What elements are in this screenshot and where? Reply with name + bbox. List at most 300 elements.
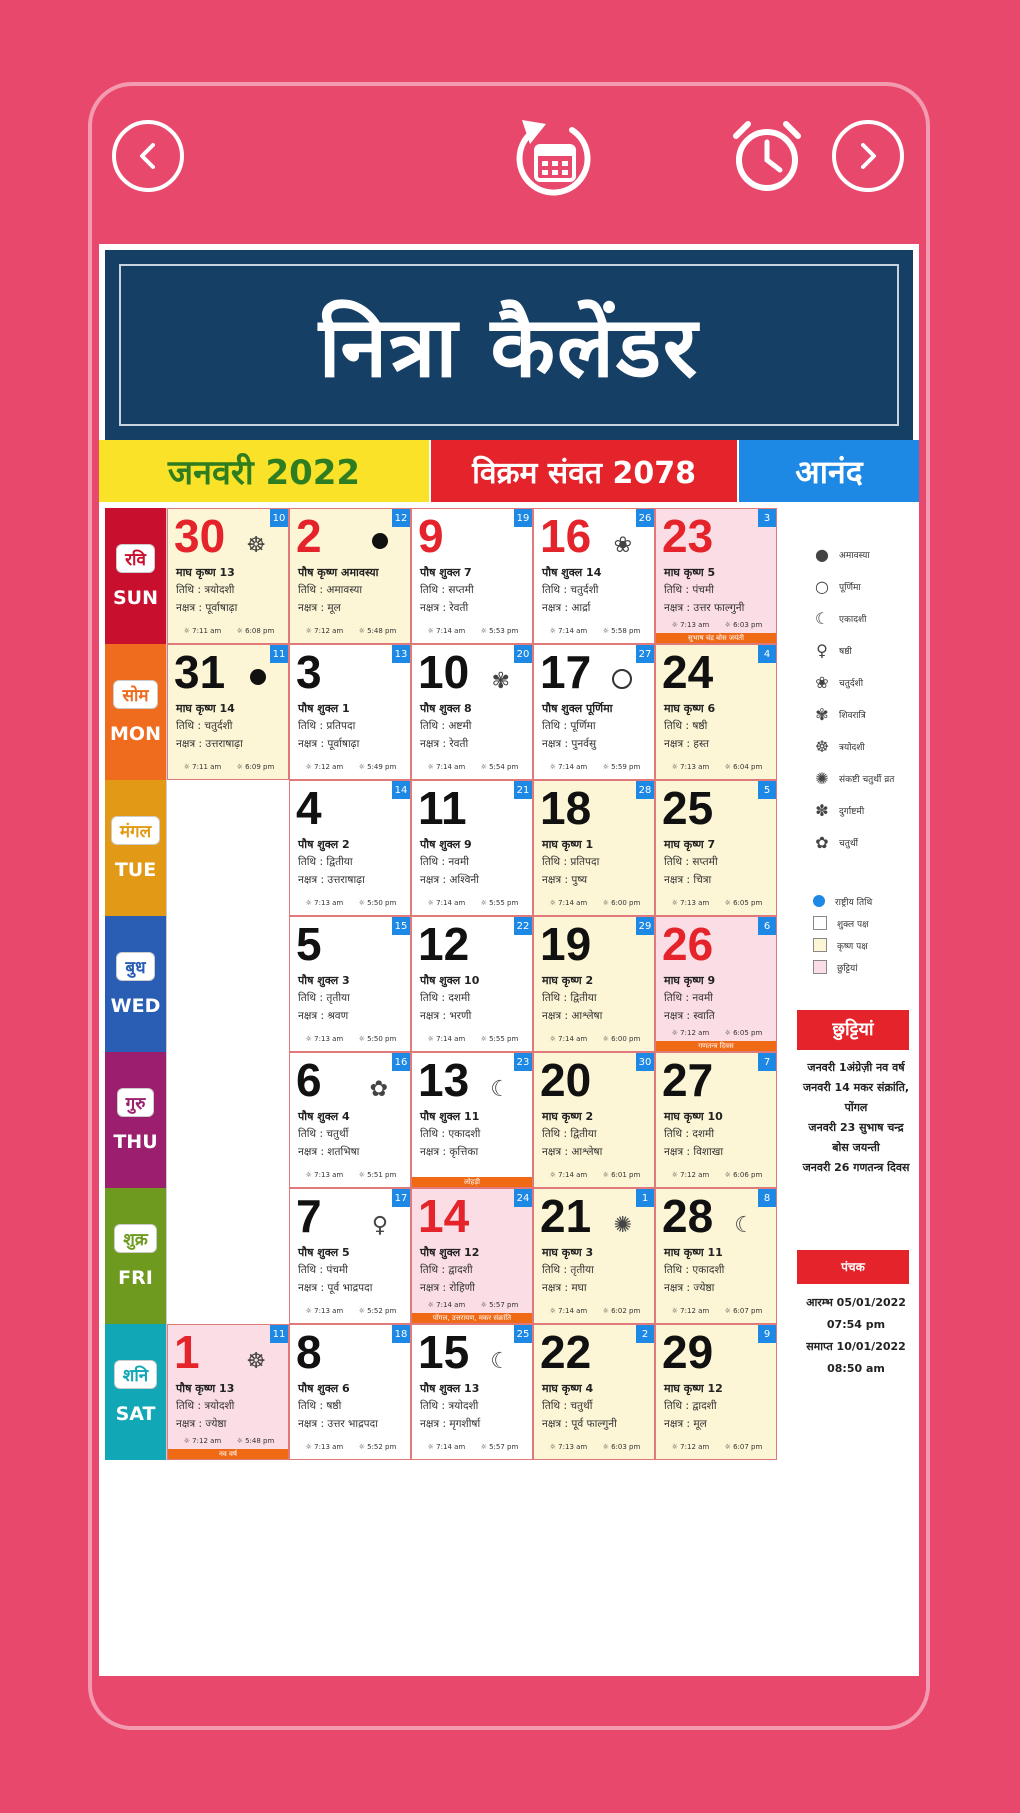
tithi-label: तिथि : नवमी <box>664 992 714 1004</box>
hindu-month-label: पौष शुक्ल 8 <box>420 702 472 715</box>
sunrise-sunset <box>420 1443 526 1451</box>
date-cell[interactable] <box>289 644 411 780</box>
date-cell[interactable] <box>655 780 777 916</box>
weekday-hindi-label: बुध <box>116 952 154 981</box>
date-number: 7 <box>296 1190 322 1242</box>
date-cell[interactable] <box>655 1188 777 1324</box>
sunset-time: ☼ 6:08 pm <box>236 627 275 635</box>
sunrise-sunset <box>542 1171 648 1179</box>
tithi-label: तिथि : प्रतिपदा <box>542 856 600 868</box>
sunset-time: ☼ 6:00 pm <box>602 1035 641 1043</box>
tithi-label: तिथि : चतुर्दशी <box>176 720 233 732</box>
date-cell[interactable] <box>289 780 411 916</box>
holiday-line: पोंगल <box>844 1101 868 1114</box>
sunrise-sunset <box>420 1035 526 1043</box>
date-number: 6 <box>296 1054 322 1106</box>
legend-symbol-icon: ✽ <box>815 800 829 820</box>
nakshatra-label: नक्षत्र : मघा <box>542 1282 587 1294</box>
chevron-left-icon <box>131 139 165 173</box>
tithi-label: तिथि : नवमी <box>420 856 470 868</box>
date-number: 20 <box>540 1054 592 1106</box>
new-moon-icon <box>372 533 388 549</box>
holidays-list <box>793 1058 919 1178</box>
legend-symbol-icon: ☸ <box>814 736 830 756</box>
national-date-badge: 15 <box>392 917 410 935</box>
weekday-hindi-label: शुक्र <box>114 1224 157 1253</box>
date-cell[interactable] <box>533 780 655 916</box>
date-number: 18 <box>540 782 592 834</box>
hindu-month-label: माघ कृष्ण 7 <box>664 838 716 851</box>
date-cell[interactable] <box>411 780 533 916</box>
chevron-right-icon <box>851 139 885 173</box>
hindu-month-label: पौष शुक्ल 9 <box>420 838 472 851</box>
sunrise-time: ☼ 7:12 am <box>671 1171 710 1179</box>
sunset-time: ☼ 6:04 pm <box>724 763 763 771</box>
nakshatra-label: नक्षत्र : उत्तराषाढ़ा <box>298 874 365 886</box>
legend-label: कृष्ण पक्ष <box>837 941 868 952</box>
national-date-badge: 24 <box>514 1189 532 1207</box>
date-cell[interactable] <box>167 508 289 644</box>
date-cell[interactable] <box>411 644 533 780</box>
date-cell[interactable] <box>289 916 411 1052</box>
date-cell[interactable] <box>289 1324 411 1460</box>
symbol-legend <box>793 508 919 858</box>
date-number: 21 <box>540 1190 592 1242</box>
sunset-time: ☼ 5:58 pm <box>602 627 641 635</box>
sunrise-time: ☼ 7:14 am <box>427 899 466 907</box>
legend-symbol-icon: ● <box>815 544 829 564</box>
festival-label: पोंगल, उत्तरायण, मकर संक्रांति <box>412 1313 532 1323</box>
sunset-time: ☼ 6:01 pm <box>602 1171 641 1179</box>
sunrise-sunset <box>298 1171 404 1179</box>
sunset-time: ☼ 6:07 pm <box>724 1307 763 1315</box>
national-date-badge: 13 <box>392 645 410 663</box>
sunset-time: ☼ 6:07 pm <box>724 1443 763 1451</box>
nakshatra-label: नक्षत्र : श्रवण <box>298 1010 349 1022</box>
legend-item <box>793 730 919 762</box>
panchak-title: पंचक <box>797 1250 909 1284</box>
national-date-badge: 3 <box>758 509 776 527</box>
nakshatra-label: नक्षत्र : मृगशीर्षा <box>420 1418 481 1430</box>
date-number: 2 <box>296 510 322 562</box>
deity-icon: ✺ <box>613 1213 632 1238</box>
color-legend <box>793 890 919 978</box>
hindu-month-label: माघ कृष्ण 3 <box>542 1246 594 1259</box>
sunrise-sunset <box>664 1307 770 1315</box>
sunrise-time: ☼ 7:12 am <box>305 763 344 771</box>
legend-item <box>793 602 919 634</box>
weekday-sun <box>105 508 167 644</box>
sunrise-time: ☼ 7:12 am <box>671 1443 710 1451</box>
tithi-label: तिथि : द्वादशी <box>664 1400 717 1412</box>
sunrise-sunset <box>298 1307 404 1315</box>
next-month-button[interactable] <box>832 120 904 192</box>
date-number: 9 <box>418 510 444 562</box>
national-date-badge: 16 <box>392 1053 410 1071</box>
national-date-badge: 27 <box>636 645 654 663</box>
legend-symbol-icon: ❀ <box>815 672 829 692</box>
date-cell[interactable] <box>289 1188 411 1324</box>
sunset-time: ☼ 5:48 pm <box>236 1437 275 1445</box>
date-cell[interactable] <box>655 508 777 644</box>
holidays-title: छुट्टियां <box>797 1010 909 1050</box>
sunrise-time: ☼ 7:12 am <box>183 1437 222 1445</box>
sunrise-time: ☼ 7:13 am <box>549 1443 588 1451</box>
year-name-ribbon: आनंद <box>739 440 919 502</box>
national-date-badge: 23 <box>514 1053 532 1071</box>
sunrise-sunset <box>298 627 404 635</box>
tithi-label: तिथि : सप्तमी <box>664 856 718 868</box>
tithi-label: तिथि : पूर्णिमा <box>542 720 596 732</box>
tithi-label: तिथि : षष्ठी <box>664 720 708 732</box>
sunset-time: ☼ 5:54 pm <box>480 763 519 771</box>
sunrise-sunset <box>542 763 648 771</box>
sunrise-time: ☼ 7:14 am <box>427 763 466 771</box>
sunrise-time: ☼ 7:13 am <box>305 1307 344 1315</box>
tithi-label: तिथि : पंचमी <box>298 1264 348 1276</box>
legend-item <box>793 538 919 570</box>
date-number: 22 <box>540 1326 592 1378</box>
weekday-fri <box>105 1188 167 1324</box>
national-date-badge: 5 <box>758 781 776 799</box>
hindu-month-label: पौष शुक्ल 2 <box>298 838 350 851</box>
date-number: 17 <box>540 646 592 698</box>
calendar-grid <box>105 508 789 1468</box>
deity-icon: ♀ <box>371 1213 388 1238</box>
sunrise-sunset <box>542 1443 648 1451</box>
nakshatra-label: नक्षत्र : उत्तर फाल्गुनी <box>664 602 745 614</box>
date-cell[interactable] <box>289 1052 411 1188</box>
date-cell[interactable] <box>655 1052 777 1188</box>
deity-icon: ☾ <box>490 1077 510 1102</box>
hindu-month-label: माघ कृष्ण 11 <box>664 1246 723 1259</box>
nakshatra-label: नक्षत्र : कृत्तिका <box>420 1146 479 1158</box>
sunrise-sunset <box>664 899 770 907</box>
date-cell[interactable] <box>411 1324 533 1460</box>
legend-label: षष्ठी <box>839 646 852 657</box>
tithi-label: तिथि : तृतीया <box>542 1264 594 1276</box>
legend-label: राष्ट्रीय तिथि <box>835 897 873 908</box>
date-number: 31 <box>174 646 226 698</box>
legend-label: अमावस्या <box>839 550 870 561</box>
samvat-ribbon: विक्रम संवत 2078 <box>431 440 737 502</box>
sunset-time: ☼ 5:48 pm <box>358 627 397 635</box>
national-date-badge: 14 <box>392 781 410 799</box>
color-swatch <box>813 916 827 930</box>
weekday-thu <box>105 1052 167 1188</box>
new-moon-icon <box>250 669 266 685</box>
legend-label: एकादशी <box>839 614 867 625</box>
date-number: 5 <box>296 918 322 970</box>
national-date-badge: 25 <box>514 1325 532 1343</box>
weekday-hindi-label: मंगल <box>111 816 160 845</box>
hindu-month-label: पौष शुक्ल 10 <box>420 974 480 987</box>
sunrise-sunset <box>298 763 404 771</box>
date-cell[interactable] <box>533 508 655 644</box>
nakshatra-label: नक्षत्र : भरणी <box>420 1010 472 1022</box>
date-cell[interactable] <box>289 508 411 644</box>
national-date-badge: 30 <box>636 1053 654 1071</box>
sunrise-time: ☼ 7:13 am <box>671 763 710 771</box>
national-date-badge: 8 <box>758 1189 776 1207</box>
sunset-time: ☼ 6:03 pm <box>724 621 763 629</box>
hindu-month-label: पौष शुक्ल 6 <box>298 1382 350 1395</box>
nakshatra-label: नक्षत्र : पूर्व फाल्गुनी <box>542 1418 617 1430</box>
sunset-time: ☼ 5:57 pm <box>480 1301 519 1309</box>
deity-icon: ☸ <box>246 1349 266 1374</box>
national-date-badge: 19 <box>514 509 532 527</box>
hindu-month-label: माघ कृष्ण 1 <box>542 838 594 851</box>
tithi-label: तिथि : एकादशी <box>420 1128 481 1140</box>
alarm-button[interactable] <box>730 118 804 194</box>
sunrise-time: ☼ 7:14 am <box>549 1035 588 1043</box>
panchak-line: 07:54 pm <box>826 1318 886 1331</box>
festival-label: नव वर्ष <box>168 1449 288 1459</box>
date-number: 12 <box>418 918 470 970</box>
weekday-tue <box>105 780 167 916</box>
tithi-label: तिथि : अष्टमी <box>420 720 472 732</box>
sunrise-time: ☼ 7:14 am <box>427 1035 466 1043</box>
date-number: 26 <box>662 918 714 970</box>
hindu-month-label: पौष कृष्ण 13 <box>176 1382 235 1395</box>
nakshatra-label: नक्षत्र : पूर्व भाद्रपदा <box>298 1282 373 1294</box>
legend-symbol-icon: ✿ <box>815 832 829 852</box>
sunrise-time: ☼ 7:13 am <box>305 899 344 907</box>
sunrise-time: ☼ 7:13 am <box>671 621 710 629</box>
sunset-time: ☼ 6:09 pm <box>236 763 275 771</box>
sunrise-sunset <box>420 763 526 771</box>
tithi-label: तिथि : सप्तमी <box>420 584 474 596</box>
sunset-time: ☼ 5:57 pm <box>480 1443 519 1451</box>
sunrise-sunset <box>298 1035 404 1043</box>
deity-icon: ☸ <box>246 533 266 558</box>
date-number: 15 <box>418 1326 470 1378</box>
legend-label: त्रयोदशी <box>839 742 865 753</box>
hindu-month-label: माघ कृष्ण 9 <box>664 974 716 987</box>
sunrise-time: ☼ 7:11 am <box>183 627 222 635</box>
date-number: 14 <box>418 1190 470 1242</box>
weekday-hindi-label: सोम <box>113 680 157 709</box>
legend-symbol-icon: ♀ <box>816 640 828 660</box>
date-cell[interactable] <box>533 1324 655 1460</box>
nakshatra-label: नक्षत्र : आर्द्रा <box>542 602 591 614</box>
date-cell[interactable] <box>533 1052 655 1188</box>
hindu-month-label: माघ कृष्ण 6 <box>664 702 716 715</box>
panchak-list <box>793 1292 919 1380</box>
legend-item <box>793 890 919 912</box>
nakshatra-label: नक्षत्र : आश्लेषा <box>542 1010 603 1022</box>
tithi-label: तिथि : प्रतिपदा <box>298 720 356 732</box>
date-number: 25 <box>662 782 714 834</box>
calendar-banner <box>105 250 913 440</box>
tithi-label: तिथि : द्वितीया <box>298 856 353 868</box>
date-cell[interactable] <box>411 1052 533 1188</box>
national-date-dot-icon <box>813 895 825 907</box>
date-cell[interactable] <box>533 1188 655 1324</box>
date-number: 23 <box>662 510 714 562</box>
national-date-badge: 20 <box>514 645 532 663</box>
tithi-label: तिथि : षष्ठी <box>298 1400 342 1412</box>
festival-label: सुभाष चंद्र बोस जयंती <box>656 633 776 643</box>
tithi-label: तिथि : दशमी <box>664 1128 715 1140</box>
legend-label: चतुर्थी <box>839 838 858 849</box>
tithi-label: तिथि : पंचमी <box>664 584 714 596</box>
previous-month-button[interactable] <box>112 120 184 192</box>
hindu-month-label: पौष शुक्ल 1 <box>298 702 350 715</box>
sunrise-sunset <box>420 627 526 635</box>
banner-title: नित्रा कैलेंडर <box>318 298 700 396</box>
sunset-time: ☼ 5:59 pm <box>602 763 641 771</box>
tithi-label: तिथि : द्वादशी <box>420 1264 473 1276</box>
nakshatra-label: नक्षत्र : रोहिणी <box>420 1282 475 1294</box>
deity-icon: ✾ <box>491 669 510 694</box>
color-swatch <box>813 938 827 952</box>
date-cell[interactable] <box>411 916 533 1052</box>
nakshatra-label: नक्षत्र : आश्लेषा <box>542 1146 603 1158</box>
deity-icon: ❀ <box>613 533 632 558</box>
date-cell[interactable] <box>167 1324 289 1460</box>
nakshatra-label: नक्षत्र : मूल <box>298 602 341 614</box>
weekday-sat <box>105 1324 167 1460</box>
hindu-month-label: माघ कृष्ण 12 <box>664 1382 723 1395</box>
hindu-month-label: माघ कृष्ण 5 <box>664 566 716 579</box>
tithi-label: तिथि : चतुर्दशी <box>542 584 599 596</box>
national-date-badge: 22 <box>514 917 532 935</box>
sunset-time: ☼ 6:02 pm <box>602 1307 641 1315</box>
hindu-month-label: पौष शुक्ल 13 <box>420 1382 480 1395</box>
hindu-month-label: माघ कृष्ण 13 <box>176 566 235 579</box>
date-number: 19 <box>540 918 592 970</box>
sunrise-time: ☼ 7:13 am <box>305 1171 344 1179</box>
national-date-badge: 10 <box>270 509 288 527</box>
date-number: 8 <box>296 1326 322 1378</box>
sunset-time: ☼ 6:00 pm <box>602 899 641 907</box>
weekday-english-label: SUN <box>112 586 158 609</box>
sunset-time: ☼ 6:05 pm <box>724 1029 763 1037</box>
weekday-hindi-label: रवि <box>116 544 155 573</box>
legend-item <box>793 956 919 978</box>
holiday-line: जनवरी 14 मकर संक्रांति, <box>802 1081 910 1094</box>
sunset-time: ☼ 6:06 pm <box>724 1171 763 1179</box>
legend-label: शुक्ल पक्ष <box>837 919 869 930</box>
sunset-time: ☼ 5:50 pm <box>358 1035 397 1043</box>
nakshatra-label: नक्षत्र : अश्विनी <box>420 874 479 886</box>
sunrise-time: ☼ 7:14 am <box>549 899 588 907</box>
bottom-bar <box>92 1676 926 1726</box>
hindu-month-label: पौष शुक्ल 12 <box>420 1246 480 1259</box>
month-ribbon: जनवरी 2022 <box>99 440 429 502</box>
date-number: 13 <box>418 1054 470 1106</box>
festival-label: गणतन्त्र दिवस <box>656 1041 776 1051</box>
holiday-line: जनवरी 26 गणतन्त्र दिवस <box>802 1161 910 1174</box>
panchak-line: आरम्भ 05/01/2022 <box>806 1296 906 1309</box>
nakshatra-label: नक्षत्र : उत्तराषाढ़ा <box>176 738 243 750</box>
holiday-line: बोस जयन्ती <box>832 1141 880 1154</box>
date-cell[interactable] <box>411 508 533 644</box>
legend-item <box>793 826 919 858</box>
sunrise-time: ☼ 7:14 am <box>427 1301 466 1309</box>
sunset-time: ☼ 5:55 pm <box>480 1035 519 1043</box>
legend-label: संकष्टी चतुर्थी व्रत <box>839 774 895 785</box>
date-number: 28 <box>662 1190 714 1242</box>
sunrise-sunset <box>664 1171 770 1179</box>
nakshatra-label: नक्षत्र : रेवती <box>420 738 469 750</box>
date-number: 10 <box>418 646 470 698</box>
panchak-line: 08:50 am <box>827 1362 885 1375</box>
national-date-badge: 1 <box>636 1189 654 1207</box>
tithi-label: तिथि : द्वितीया <box>542 1128 597 1140</box>
date-cell[interactable] <box>655 916 777 1052</box>
hindu-month-label: माघ कृष्ण 2 <box>542 974 594 987</box>
today-calendar-button[interactable] <box>512 112 598 208</box>
deity-icon: ☾ <box>734 1213 754 1238</box>
date-cell[interactable] <box>411 1188 533 1324</box>
date-cell[interactable] <box>655 1324 777 1460</box>
legend-symbol-icon: ☾ <box>814 608 830 628</box>
sunrise-time: ☼ 7:12 am <box>305 627 344 635</box>
nakshatra-label: नक्षत्र : ज्येष्ठा <box>664 1282 715 1294</box>
color-swatch <box>813 960 827 974</box>
legend-item <box>793 698 919 730</box>
date-cell[interactable] <box>167 644 289 780</box>
date-number: 11 <box>418 782 467 834</box>
legend-item <box>793 912 919 934</box>
national-date-badge: 17 <box>392 1189 410 1207</box>
date-cell[interactable] <box>533 644 655 780</box>
legend-item <box>793 634 919 666</box>
holiday-line: जनवरी 23 सुभाष चन्द्र <box>808 1121 904 1134</box>
sunrise-time: ☼ 7:14 am <box>549 763 588 771</box>
date-cell[interactable] <box>655 644 777 780</box>
legend-label: शिवरात्रि <box>839 710 866 721</box>
sunrise-sunset <box>176 1437 282 1445</box>
hindu-month-label: पौष शुक्ल 3 <box>298 974 350 987</box>
sunrise-time: ☼ 7:14 am <box>549 1307 588 1315</box>
legend-label: दुर्गाष्टमी <box>839 806 865 817</box>
hindu-month-label: पौष शुक्ल 7 <box>420 566 472 579</box>
date-number: 30 <box>174 510 226 562</box>
calendar-refresh-icon <box>512 112 598 208</box>
national-date-badge: 7 <box>758 1053 776 1071</box>
sunset-time: ☼ 6:05 pm <box>724 899 763 907</box>
nakshatra-label: नक्षत्र : मूल <box>664 1418 707 1430</box>
tithi-label: तिथि : त्रयोदशी <box>176 584 235 596</box>
weekday-mon <box>105 644 167 780</box>
sunrise-sunset <box>664 763 770 771</box>
tithi-label: तिथि : चतुर्थी <box>542 1400 593 1412</box>
tithi-label: तिथि : एकादशी <box>664 1264 725 1276</box>
national-date-badge: 6 <box>758 917 776 935</box>
legend-sidebar <box>793 508 919 1380</box>
sunset-time: ☼ 5:52 pm <box>358 1307 397 1315</box>
sunrise-sunset <box>420 899 526 907</box>
sunrise-sunset <box>664 621 770 629</box>
weekday-english-label: MON <box>110 722 161 745</box>
national-date-badge: 9 <box>758 1325 776 1343</box>
sunset-time: ☼ 5:55 pm <box>480 899 519 907</box>
nakshatra-label: नक्षत्र : पूर्वाषाढ़ा <box>176 602 238 614</box>
sunrise-sunset <box>542 899 648 907</box>
legend-item <box>793 666 919 698</box>
sunrise-time: ☼ 7:13 am <box>305 1035 344 1043</box>
holiday-line: जनवरी 1अंग्रेज़ी नव वर्ष <box>807 1061 905 1074</box>
national-date-badge: 26 <box>636 509 654 527</box>
national-date-badge: 11 <box>270 645 288 663</box>
date-cell[interactable] <box>533 916 655 1052</box>
national-date-badge: 4 <box>758 645 776 663</box>
date-number: 3 <box>296 646 322 698</box>
sunrise-sunset <box>176 627 282 635</box>
